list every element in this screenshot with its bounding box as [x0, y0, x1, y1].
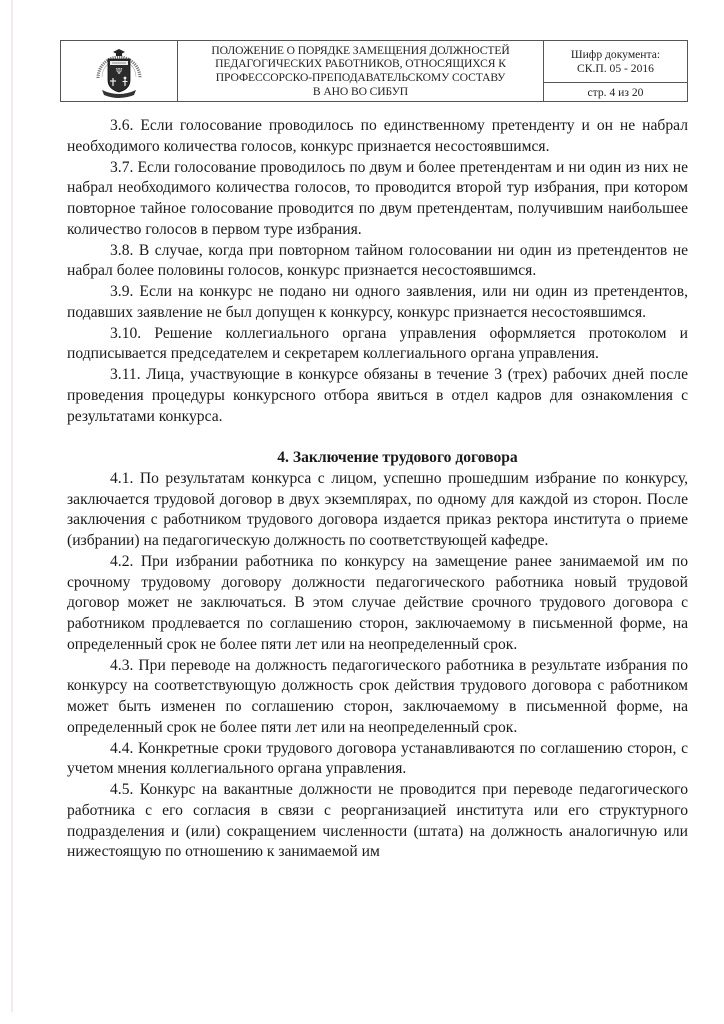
header-logo-cell	[61, 41, 178, 101]
paragraph-3-8: 3.8. В случае, когда при повторном тайном голосовании ни один из претендентов не набрал более половины голосов, конкурс признается несостоявшимся.	[67, 241, 688, 280]
paragraph-3-11: 3.11. Лица, участвующие в конкурсе обязаны в течение 3 (трех) рабочих дней после проведения процедуры конкурсного отбора явиться в отдел кадров для ознакомления с результатами конкурса.	[67, 366, 688, 425]
page-number: стр. 4 из 20	[587, 85, 644, 99]
paragraph-3-7: 3.7. Если голосование проводилось по двум и более претендентам и ни один из них не набрал необходимого количества голосов, то проводится второй тур избрания, при котором повторное тайное голосование проводится по двум претендентам, получившим наибольшее количество голосов в первом туре избрания.	[67, 158, 688, 238]
paragraph-4-2: 4.2. При избрании работника по конкурсу на замещение ранее занимаемой им по срочному трудовому договору должности педагогического работника новый трудовой договор может не заключаться. В этом случае действие срочного трудового договора с работником продлевается по соглашению сторон, заключаемому в письменной форме, на определенный срок не более пяти лет или на неопределенный срок.	[67, 552, 688, 653]
document-header-table	[60, 40, 688, 102]
institution-crest-icon	[88, 42, 150, 100]
document-code-value: СК.П. 05 - 2016	[577, 61, 654, 75]
svg-text:Ψ: Ψ	[115, 67, 123, 76]
header-title-line: ПРОФЕССОРСКО-ПРЕПОДАВАТЕЛЬСКОМУ СОСТАВУ	[215, 71, 506, 84]
header-document-title	[178, 41, 544, 101]
document-body	[67, 116, 688, 863]
paragraph-4-1: 4.1. По результатам конкурса с лицом, успешно прошедшим избрание по конкурсу, заключается трудовой договор в двух экземплярах, по одному для каждой из сторон. После заключения с работником трудового договора издается приказ ректора института о приеме (избрании) на педагогическую должность по соответствующей кафедре.	[67, 469, 688, 549]
header-code-cell	[544, 41, 687, 101]
paragraph-3-9: 3.9. Если на конкурс не подано ни одного заявления, или ни один из претендентов, подавших заявление не был допущен к конкурсу, конкурс признается несостоявшимся.	[67, 283, 688, 321]
paragraph-3-6: 3.6. Если голосование проводилось по единственному претенденту и он не набрал необходимого количества голосов, конкурс признается несостоявшимся.	[67, 117, 688, 155]
paragraph-3-10: 3.10. Решение коллегиального органа управления оформляется протоколом и подписывается председателем и секретарем коллегиального органа управления.	[67, 324, 688, 363]
paragraph-4-4: 4.4. Конкретные сроки трудового договора устанавливаются по соглашению сторон, с учетом мнения коллегиального органа управления.	[67, 739, 688, 778]
section-heading-4: 4. Заключение трудового договора	[277, 449, 518, 466]
document-code-block	[544, 41, 687, 83]
header-title-line: ПЕДАГОГИЧЕСКИХ РАБОТНИКОВ, ОТНОСЯЩИХСЯ К	[215, 57, 506, 71]
document-code-label: Шифр документа:	[570, 47, 661, 61]
scan-artifact-line	[11, 0, 13, 1012]
paragraph-4-5: 4.5. Конкурс на вакантные должности не проводится при переводе педагогического работника с его согласия в связи с реорганизацией института или его структурного подразделения и (или) сокращением численности (штата) на должность аналогичную или нижестоящую по отношению к занимаемой им	[67, 781, 688, 861]
header-title-line: ПОЛОЖЕНИЕ О ПОРЯДКЕ ЗАМЕЩЕНИЯ ДОЛЖНОСТЕЙ	[211, 43, 510, 57]
paragraph-4-3: 4.3. При переводе на должность педагогического работника в результате избрания по конкурсу на соответствующую должность срок действия трудового договора с работником может быть изменен по соглашению сторон, заключаемому в письменной форме, на определенный срок не более пяти лет или на неопределенный срок.	[67, 656, 688, 736]
header-title-line: В АНО ВО СИБУП	[312, 84, 409, 98]
